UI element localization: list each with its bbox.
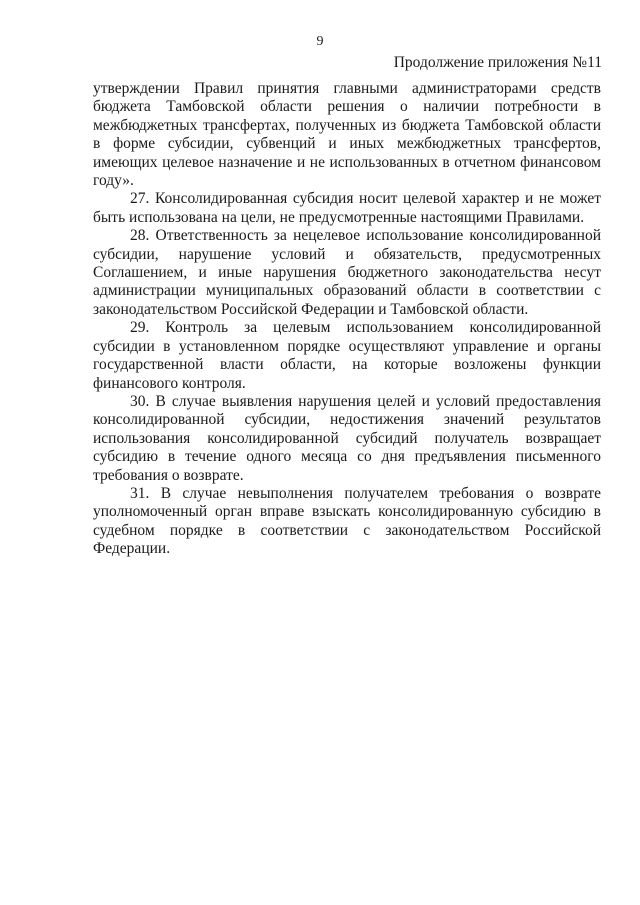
paragraph-28: 28. Ответственность за нецелевое использование консолидированной субсидии, нарушение условий и обязательств, предусмотренных Соглашением, и иные нарушения бюджетного законодательства несут администрации муниципальных образований области в соответствии с законодательством Российской Федерации и Тамбовской области. — [93, 227, 601, 318]
paragraph-continuation: утверждении Правил принятия главными администраторами средств бюджета Тамбовской области решения о наличии потребности в межбюджетных трансфертах, полученных из бюджета Тамбовской области в форме субсидии, субвенций и иных межбюджетных трансфертов, имеющих целевое назначение и не использованных в отчетном финансовом году». — [93, 80, 601, 190]
document-body — [93, 80, 601, 559]
paragraph-29: 29. Контроль за целевым использованием консолидированной субсидии в установленном порядке осуществляют управление и органы государственной власти области, на которые возложены функции финансового контроля. — [93, 319, 601, 392]
paragraph-31: 31. В случае невыполнения получателем требования о возврате уполномоченный орган вправе взыскать консолидированную субсидию в судебном порядке в соответствии с законодательством Российской Федерации. — [93, 484, 601, 558]
appendix-continuation-note: Продолжение приложения №11 — [393, 54, 602, 71]
page-number: 9 — [316, 34, 324, 49]
paragraph-27: 27. Консолидированная субсидия носит целевой характер и не может быть использована на цели, не предусмотренные настоящими Правилами. — [93, 190, 601, 226]
paragraph-30: 30. В случае выявления нарушения целей и условий предоставления консолидированной субсидии, недостижения значений результатов использования консолидированной субсидий получатель возвращает субсидию в течение одного месяца со дня предъявления письменного требования о возврате. — [93, 392, 601, 484]
